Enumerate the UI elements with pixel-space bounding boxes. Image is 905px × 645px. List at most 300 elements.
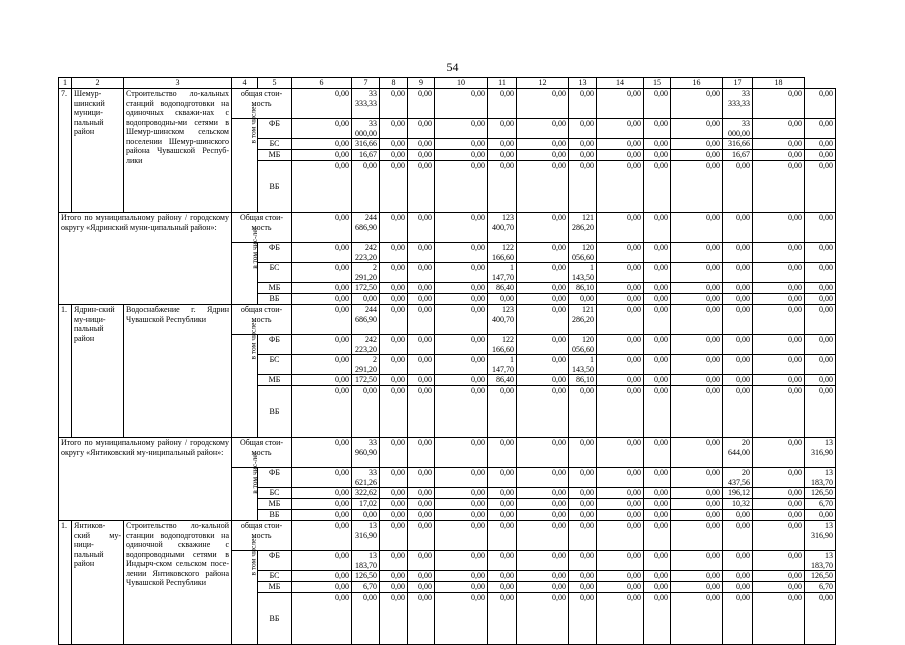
value-cell: 0,00 [408,213,435,243]
value-cell: 0,00 [644,386,671,438]
value-cell: 0,00 [671,283,723,294]
table-body [59,78,836,645]
value-cell: 244 686,90 [352,213,380,243]
value-cell: 33 960,90 [352,438,380,468]
value-cell: 0,00 [435,488,488,499]
value-cell: 0,00 [597,305,644,335]
value-cell: 0,00 [723,335,753,355]
value-cell: 0,00 [435,89,488,119]
column-number: 13 [569,78,597,89]
value-cell: 0,00 [380,243,408,263]
value-cell: 0,00 [671,243,723,263]
value-cell: 0,00 [753,438,805,468]
value-cell: 0,00 [671,305,723,335]
value-cell: 0,00 [380,593,408,645]
value-cell: 0,00 [435,119,488,139]
value-cell: 0,00 [644,119,671,139]
value-cell: 0,00 [723,294,753,305]
value-cell: 122 166,60 [488,335,517,355]
column-number: 7 [352,78,380,89]
value-cell: 20 437,56 [723,468,753,488]
value-cell: 33 000,00 [723,119,753,139]
value-cell: 0,00 [805,386,836,438]
value-cell: 0,00 [488,119,517,139]
value-cell: 0,00 [805,305,836,335]
value-cell: 0,00 [753,582,805,593]
value-cell: 0,00 [292,510,352,521]
column-number: 11 [488,78,517,89]
value-cell: 0,00 [435,571,488,582]
value-cell: 0,00 [569,468,597,488]
value-cell: 0,00 [292,355,352,375]
value-cell: 0,00 [805,213,836,243]
value-cell: 0,00 [723,213,753,243]
value-cell: 0,00 [517,243,569,263]
value-cell: 0,00 [597,213,644,243]
value-cell: 0,00 [517,283,569,294]
value-cell: 0,00 [723,571,753,582]
value-cell: 0,00 [597,468,644,488]
value-cell: 0,00 [671,139,723,150]
value-cell: 0,00 [597,386,644,438]
value-cell: 0,00 [671,213,723,243]
value-cell: 0,00 [435,521,488,551]
value-cell: 0,00 [435,355,488,375]
value-cell: 0,00 [805,355,836,375]
funding-source-code: БС [258,139,292,150]
value-cell: 0,00 [517,119,569,139]
column-number: 8 [380,78,408,89]
value-cell: 0,00 [723,510,753,521]
value-cell: 0,00 [644,355,671,375]
funding-source-code: ВБ [258,386,292,438]
value-cell: 0,00 [408,375,435,386]
value-cell: 0,00 [408,335,435,355]
value-cell: 0,00 [569,294,597,305]
value-cell: 0,00 [671,335,723,355]
value-cell: 0,00 [597,139,644,150]
value-cell: 0,00 [753,335,805,355]
value-cell: 0,00 [488,438,517,468]
funding-source-code: ФБ [258,119,292,139]
value-cell: 0,00 [435,593,488,645]
value-cell: 0,00 [569,551,597,571]
value-cell: 0,00 [597,438,644,468]
value-cell: 0,00 [753,213,805,243]
value-cell: 0,00 [292,283,352,294]
value-cell: 0,00 [408,438,435,468]
value-cell: 0,00 [292,263,352,283]
value-cell: 0,00 [805,294,836,305]
value-cell: 0,00 [671,263,723,283]
total-cost-label: общая стои-мость [232,89,292,119]
value-cell: 0,00 [488,521,517,551]
value-cell: 0,00 [753,150,805,161]
value-cell: 172,50 [352,375,380,386]
total-cost-label: общая стои-мость [232,305,292,335]
value-cell: 0,00 [753,488,805,499]
value-cell: 0,00 [435,386,488,438]
value-cell: 0,00 [597,243,644,263]
value-cell: 123 400,70 [488,213,517,243]
value-cell: 0,00 [671,521,723,551]
value-cell: 0,00 [644,243,671,263]
value-cell: 0,00 [805,263,836,283]
value-cell: 0,00 [753,375,805,386]
value-cell: 0,00 [408,593,435,645]
value-cell: 0,00 [517,213,569,243]
value-cell: 0,00 [671,438,723,468]
value-cell: 0,00 [569,161,597,213]
value-cell: 316,66 [352,139,380,150]
funding-source-code: ФБ [258,468,292,488]
value-cell: 0,00 [644,150,671,161]
value-cell: 13 183,70 [805,468,836,488]
value-cell: 0,00 [644,593,671,645]
value-cell: 0,00 [380,139,408,150]
value-cell: 86,10 [569,283,597,294]
value-cell: 0,00 [517,551,569,571]
column-number: 14 [597,78,644,89]
value-cell: 0,00 [644,571,671,582]
value-cell: 0,00 [723,283,753,294]
value-cell: 0,00 [597,263,644,283]
value-cell: 0,00 [805,150,836,161]
column-number: 3 [124,78,232,89]
value-cell: 0,00 [753,161,805,213]
value-cell: 0,00 [380,521,408,551]
in-that-number-text: в том чис-ле: [249,452,259,494]
value-cell: 0,00 [671,593,723,645]
value-cell: 0,00 [644,521,671,551]
value-cell: 0,00 [292,551,352,571]
value-cell: 13 183,70 [805,551,836,571]
value-cell: 0,00 [753,294,805,305]
summary-label: Итого по муниципальному району / городскому округу «Янтиковский му-ниципальный район»: [59,438,232,521]
value-cell: 0,00 [517,521,569,551]
value-cell: 0,00 [753,593,805,645]
value-cell: 0,00 [753,243,805,263]
value-cell: 0,00 [569,510,597,521]
value-cell: 0,00 [488,468,517,488]
value-cell: 0,00 [671,499,723,510]
value-cell: 0,00 [292,150,352,161]
funding-source-code: МБ [258,499,292,510]
value-cell: 123 400,70 [488,305,517,335]
value-cell: 0,00 [723,161,753,213]
funding-source-code: ВБ [258,294,292,305]
value-cell: 0,00 [435,375,488,386]
value-cell: 0,00 [671,551,723,571]
funding-source-code: МБ [258,582,292,593]
value-cell: 0,00 [723,263,753,283]
value-cell: 0,00 [644,375,671,386]
value-cell: 0,00 [644,213,671,243]
value-cell: 0,00 [408,355,435,375]
value-cell: 0,00 [753,521,805,551]
value-cell: 121 286,20 [569,305,597,335]
value-cell: 0,00 [488,161,517,213]
value-cell: 0,00 [671,571,723,582]
value-cell: 1 147,70 [488,263,517,283]
value-cell: 0,00 [488,593,517,645]
value-cell: 0,00 [292,305,352,335]
value-cell: 6,70 [805,582,836,593]
value-cell: 0,00 [292,213,352,243]
value-cell: 13 316,90 [805,438,836,468]
value-cell: 16,67 [352,150,380,161]
value-cell: 0,00 [753,571,805,582]
project-description: Водоснабжение г. Ядрин Чувашской Республики [124,305,232,438]
value-cell: 0,00 [380,161,408,213]
value-cell: 0,00 [723,375,753,386]
column-number: 12 [517,78,569,89]
value-cell: 244 686,90 [352,305,380,335]
in-that-number-text: в том чис-ле: [249,227,259,269]
column-number: 18 [753,78,805,89]
value-cell: 0,00 [597,521,644,551]
value-cell: 0,00 [292,438,352,468]
value-cell: 0,00 [408,510,435,521]
value-cell: 0,00 [517,488,569,499]
value-cell: 0,00 [380,499,408,510]
value-cell: 0,00 [408,551,435,571]
column-number: 2 [72,78,124,89]
value-cell: 0,00 [723,355,753,375]
value-cell: 0,00 [408,521,435,551]
value-cell: 0,00 [671,119,723,139]
value-cell: 0,00 [488,139,517,150]
column-number: 17 [723,78,753,89]
value-cell: 0,00 [435,263,488,283]
funding-source-code: ФБ [258,335,292,355]
value-cell: 17,02 [352,499,380,510]
in-that-number-label [232,104,258,213]
value-cell: 0,00 [753,119,805,139]
value-cell: 242 223,20 [352,335,380,355]
value-cell: 0,00 [517,571,569,582]
in-that-number-label [232,320,258,438]
value-cell: 0,00 [597,119,644,139]
value-cell: 0,00 [644,468,671,488]
value-cell: 0,00 [517,335,569,355]
value-cell: 0,00 [517,593,569,645]
value-cell: 0,00 [671,375,723,386]
value-cell: 13 316,90 [352,521,380,551]
value-cell: 0,00 [380,355,408,375]
value-cell: 0,00 [517,438,569,468]
value-cell: 0,00 [671,89,723,119]
value-cell: 0,00 [488,386,517,438]
value-cell: 0,00 [597,283,644,294]
funding-source-code: МБ [258,283,292,294]
value-cell: 0,00 [805,139,836,150]
value-cell: 0,00 [435,335,488,355]
value-cell: 0,00 [753,499,805,510]
value-cell: 0,00 [380,488,408,499]
value-cell: 0,00 [292,499,352,510]
value-cell: 0,00 [380,510,408,521]
value-cell: 0,00 [292,375,352,386]
value-cell: 0,00 [569,499,597,510]
value-cell: 0,00 [597,294,644,305]
value-cell: 0,00 [753,263,805,283]
value-cell: 0,00 [597,510,644,521]
value-cell: 13 316,90 [805,521,836,551]
project-number: 1. [59,521,72,645]
value-cell: 0,00 [517,375,569,386]
value-cell: 122 166,60 [488,243,517,263]
funding-source-code: БС [258,571,292,582]
summary-total-row [59,438,836,468]
value-cell: 0,00 [435,161,488,213]
in-that-number-label [232,536,258,645]
value-cell: 0,00 [380,119,408,139]
value-cell: 0,00 [723,521,753,551]
value-cell: 121 286,20 [569,213,597,243]
value-cell: 0,00 [671,510,723,521]
value-cell: 0,00 [597,375,644,386]
value-cell: 0,00 [435,305,488,335]
value-cell: 0,00 [597,161,644,213]
value-cell: 0,00 [352,386,380,438]
value-cell: 6,70 [805,499,836,510]
funding-source-code: БС [258,488,292,499]
value-cell: 86,40 [488,375,517,386]
value-cell: 0,00 [597,89,644,119]
value-cell: 0,00 [569,119,597,139]
value-cell: 0,00 [408,243,435,263]
value-cell: 0,00 [569,521,597,551]
value-cell: 0,00 [569,438,597,468]
column-number-row [59,78,836,89]
value-cell: 0,00 [517,294,569,305]
value-cell: 126,50 [805,488,836,499]
value-cell: 0,00 [488,499,517,510]
value-cell: 0,00 [671,582,723,593]
page-number: 54 [446,60,459,74]
value-cell: 0,00 [597,335,644,355]
funding-source-code: ВБ [258,510,292,521]
value-cell: 0,00 [352,593,380,645]
column-number: 6 [292,78,352,89]
total-cost-label: Общая стои-мость [232,438,292,468]
column-number: 5 [258,78,292,89]
value-cell: 0,00 [644,89,671,119]
value-cell: 0,00 [408,468,435,488]
value-cell: 0,00 [380,582,408,593]
value-cell: 0,00 [380,438,408,468]
value-cell: 0,00 [597,150,644,161]
value-cell: 1 143,50 [569,355,597,375]
value-cell: 0,00 [292,468,352,488]
project-total-row [59,89,836,119]
value-cell: 0,00 [671,150,723,161]
value-cell: 0,00 [671,355,723,375]
funding-source-code: БС [258,263,292,283]
value-cell: 33 000,00 [352,119,380,139]
value-cell: 0,00 [671,294,723,305]
value-cell: 0,00 [292,593,352,645]
value-cell: 0,00 [723,386,753,438]
project-total-row [59,305,836,335]
value-cell: 0,00 [352,510,380,521]
value-cell: 0,00 [644,161,671,213]
value-cell: 0,00 [517,161,569,213]
value-cell: 0,00 [753,355,805,375]
value-cell: 0,00 [408,305,435,335]
in-that-number-label [232,452,259,521]
funding-source-code: МБ [258,375,292,386]
column-number: 9 [408,78,435,89]
value-cell: 0,00 [753,468,805,488]
value-cell: 0,00 [488,294,517,305]
value-cell: 0,00 [644,499,671,510]
summary-total-row [59,213,836,243]
project-description: Строительство ло-кальной станции водоподготовки на одиночной скважине с водопроводными сетями в Индырч-ском сельском посе-лении Янтиковского района Чувашской Республики [124,521,232,645]
value-cell: 0,00 [644,139,671,150]
value-cell: 0,00 [753,551,805,571]
value-cell: 0,00 [569,593,597,645]
value-cell: 0,00 [597,499,644,510]
value-cell: 1 143,50 [569,263,597,283]
project-description: Строительство ло-кальных станций водоподготовки на одиночных скважи-нах с водопроводны-ми сетями в Шемур-шинском сельском поселении Шемур-шинского района Чувашской Респуб-лики [124,89,232,213]
column-number: 4 [232,78,258,89]
value-cell: 0,00 [435,213,488,243]
column-number: 15 [644,78,671,89]
value-cell: 0,00 [488,150,517,161]
value-cell: 120 056,60 [569,335,597,355]
value-cell: 0,00 [380,89,408,119]
value-cell: 0,00 [597,571,644,582]
value-cell: 0,00 [292,521,352,551]
value-cell: 120 056,60 [569,243,597,263]
total-cost-label: Общая стои-мость [232,213,292,243]
value-cell: 0,00 [435,283,488,294]
value-cell: 0,00 [569,89,597,119]
value-cell: 0,00 [597,582,644,593]
value-cell: 0,00 [292,89,352,119]
value-cell: 0,00 [408,161,435,213]
value-cell: 0,00 [292,243,352,263]
value-cell: 0,00 [408,283,435,294]
value-cell: 0,00 [408,89,435,119]
value-cell: 126,50 [805,571,836,582]
value-cell: 0,00 [644,488,671,499]
value-cell: 0,00 [435,243,488,263]
value-cell: 0,00 [488,488,517,499]
value-cell: 0,00 [292,488,352,499]
column-number: 10 [435,78,488,89]
funding-source-code: БС [258,355,292,375]
value-cell: 0,00 [380,305,408,335]
value-cell: 0,00 [805,593,836,645]
value-cell: 0,00 [644,510,671,521]
value-cell: 0,00 [805,510,836,521]
value-cell: 0,00 [517,89,569,119]
value-cell: 0,00 [753,139,805,150]
value-cell: 0,00 [644,582,671,593]
value-cell: 0,00 [671,161,723,213]
value-cell: 0,00 [723,582,753,593]
value-cell: 0,00 [723,243,753,263]
value-cell: 0,00 [435,139,488,150]
value-cell: 0,00 [435,438,488,468]
value-cell: 0,00 [435,468,488,488]
value-cell: 0,00 [517,150,569,161]
funding-source-code: ВБ [258,593,292,645]
value-cell: 1 147,70 [488,355,517,375]
